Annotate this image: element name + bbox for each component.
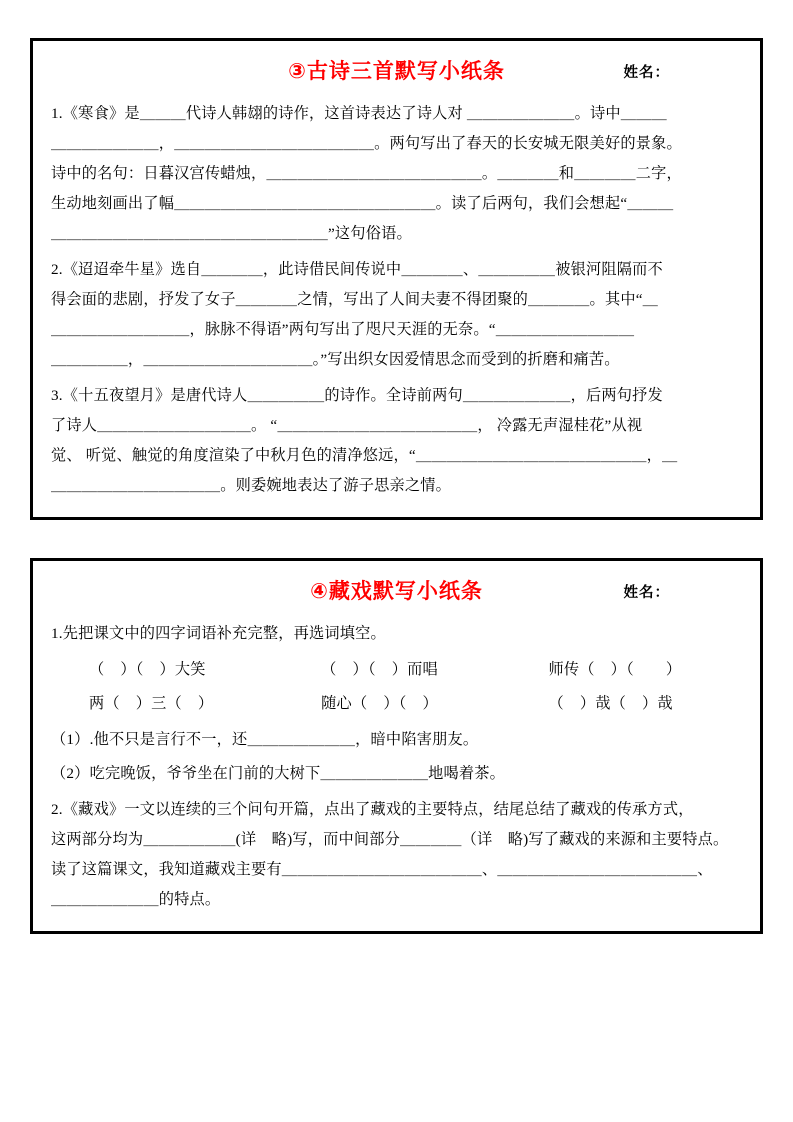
question-line: 生动地刻画出了幅＿＿＿＿＿＿＿＿＿＿＿＿＿＿＿＿＿。读了后两句，我们会想起“＿＿＿	[51, 195, 674, 212]
card-zangxi-body	[51, 619, 742, 915]
question-line: 2.《迢迢牵牛星》选自＿＿＿＿，此诗借民间传说中＿＿＿＿、＿＿＿＿＿被银河阻隔而不	[51, 261, 663, 278]
card-gushi-header	[51, 55, 742, 89]
question-line: 1.《寒食》是＿＿＿代诗人韩翃的诗作，这首诗表达了诗人对 ＿＿＿＿＿＿＿。诗中＿＿＿	[51, 105, 667, 122]
name-field-gushi[interactable]: 姓名：	[623, 65, 670, 81]
cloze-cell[interactable]: 师传（ ）（ ）	[548, 661, 682, 678]
name-field-zangxi[interactable]: 姓名：	[623, 585, 670, 601]
cloze-cell[interactable]: （ ）哉（ ）哉	[548, 695, 673, 712]
question-2	[51, 795, 742, 915]
question-3	[51, 381, 742, 501]
question-line: 了诗人＿＿＿＿＿＿＿＿＿＿。 “＿＿＿＿＿＿＿＿＿＿＿＿＿， 冷露无声湿桂花”从视	[51, 417, 643, 434]
cloze-grid	[51, 653, 742, 721]
sub-question-2: （2）吃完晚饭，爷爷坐在门前的大树下＿＿＿＿＿＿＿地喝着茶。	[51, 765, 506, 782]
question-line: ＿＿＿＿＿＿＿＿＿，脉脉不得语”两句写出了咫尺天涯的无奈。“＿＿＿＿＿＿＿＿＿	[51, 321, 635, 338]
question-line: 读了这篇课文，我知道藏戏主要有＿＿＿＿＿＿＿＿＿＿＿＿＿、＿＿＿＿＿＿＿＿＿＿＿＿＿、	[51, 861, 713, 878]
question-line: 这两部分均为＿＿＿＿＿＿(详 略)写，而中间部分＿＿＿＿（详 略)写了藏戏的来源和主要特点。	[51, 831, 729, 848]
card-zangxi-header	[51, 575, 742, 609]
card-gushi-body	[51, 99, 742, 501]
question-line: ＿＿＿＿＿＿＿＿＿＿＿＿＿＿＿＿＿＿”这句俗语。	[51, 225, 412, 242]
question-line: ＿＿＿＿＿，＿＿＿＿＿＿＿＿＿＿＿。”写出织女因爱情思念而受到的折磨和痛苦。	[51, 351, 620, 368]
question-line: 2.《藏戏》一文以连续的三个问句开篇，点出了藏戏的主要特点，结尾总结了藏戏的传承方式，	[51, 801, 694, 818]
card-zangxi	[30, 558, 763, 934]
question-line: ＿＿＿＿＿＿＿，＿＿＿＿＿＿＿＿＿＿＿＿＿。两句写出了春天的长安城无限美好的景象。	[51, 135, 682, 152]
question-line: 诗中的名句：日暮汉宫传蜡烛，＿＿＿＿＿＿＿＿＿＿＿＿＿＿。＿＿＿＿和＿＿＿＿二字，	[51, 165, 682, 182]
question-2	[51, 255, 742, 375]
card-zangxi-title: ④藏戏默写小纸条	[310, 580, 483, 603]
card-gushi-title: ③古诗三首默写小纸条	[288, 60, 505, 83]
cloze-cell[interactable]: 随心（ ）（ ）	[321, 695, 438, 712]
cloze-row	[51, 653, 742, 687]
card-gushi	[30, 38, 763, 520]
cloze-cell[interactable]: （ ）（ ）而唱	[321, 661, 438, 678]
question-line: 3.《十五夜望月》是唐代诗人＿＿＿＿＿的诗作。全诗前两句＿＿＿＿＿＿＿，后两句抒发	[51, 387, 663, 404]
question-line: ＿＿＿＿＿＿＿的特点。	[51, 891, 221, 908]
question-line: 觉、 听觉、触觉的角度渲染了中秋月色的清净悠远，“＿＿＿＿＿＿＿＿＿＿＿＿＿＿＿，＿	[51, 447, 678, 464]
sub-question-1: （1）.他不只是言行不一，还＿＿＿＿＿＿＿，暗中陷害朋友。	[51, 731, 479, 748]
question-line: 得会面的悲剧，抒发了女子＿＿＿＿之情，写出了人间夫妻不得团聚的＿＿＿＿。其中“＿	[51, 291, 659, 308]
cloze-row	[51, 687, 742, 721]
cloze-cell[interactable]: （ ）（ ）大笑	[89, 661, 206, 678]
question-line: ＿＿＿＿＿＿＿＿＿＿＿。则委婉地表达了游子思亲之情。	[51, 477, 452, 494]
question-1-prompt: 1.先把课文中的四字词语补充完整，再选词填空。	[51, 625, 386, 642]
cloze-cell[interactable]: 两（ ）三（ ）	[89, 695, 214, 712]
question-1	[51, 99, 742, 249]
